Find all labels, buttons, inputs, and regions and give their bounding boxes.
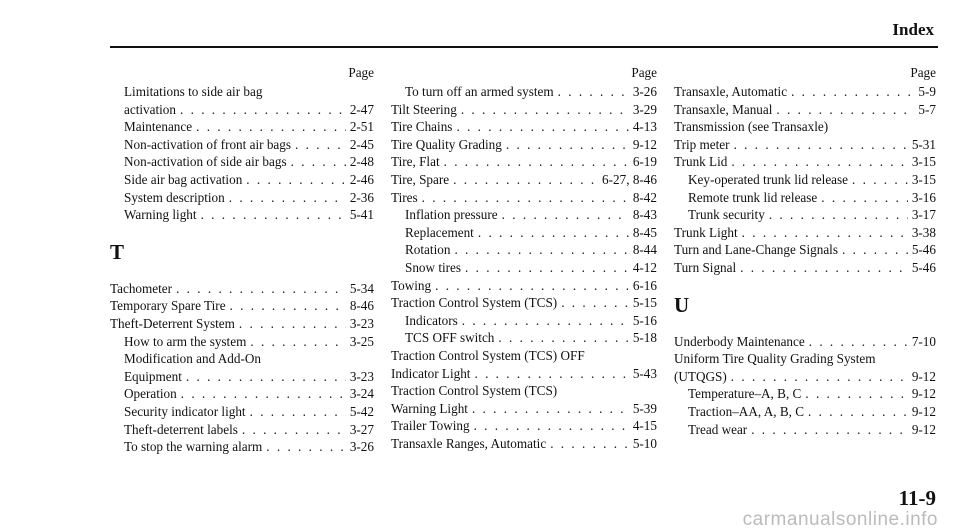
index-entry [391, 417, 657, 435]
index-column-3 [674, 64, 936, 438]
entry-page-ref: 8-42 [632, 189, 657, 205]
header-rule [110, 46, 938, 48]
leader-dots [478, 224, 629, 242]
entry-text: Theft-deterrent labels [124, 421, 238, 437]
index-entry [674, 421, 936, 439]
entry-page-ref: 5-43 [632, 365, 657, 381]
index-entry [391, 101, 657, 119]
leader-dots [852, 171, 908, 189]
entry-text: Inflation pressure [405, 207, 498, 223]
index-entry [110, 189, 374, 207]
entry-text: Maintenance [124, 119, 193, 135]
index-entry [674, 224, 936, 242]
index-column-1 [110, 64, 374, 456]
entry-text: Indicators [405, 312, 458, 328]
entry-text: Replacement [405, 224, 474, 240]
entry-page-ref: 3-26 [349, 439, 374, 455]
leader-dots [462, 312, 629, 330]
leader-dots [842, 241, 908, 259]
index-entry [391, 224, 657, 242]
entry-text: Temporary Spare Tire [110, 298, 226, 314]
index-entry [391, 329, 657, 347]
index-entry [110, 171, 374, 189]
entry-text: Transaxle, Automatic [674, 84, 788, 99]
index-entry [391, 136, 657, 154]
leader-dots [229, 189, 346, 207]
leader-dots [734, 136, 908, 154]
index-entry [391, 206, 657, 224]
entry-text: Traction Control System (TCS) [391, 383, 558, 399]
entry-page-ref: 5-10 [632, 435, 657, 451]
entry-page-ref: 7-10 [911, 333, 936, 349]
entry-text: Transmission (see Transaxle) [674, 119, 829, 135]
index-entry [110, 350, 374, 368]
entry-page-ref: 3-15 [911, 154, 936, 170]
entry-page-ref: 2-36 [349, 189, 374, 205]
entry-page-ref: 5-46 [911, 242, 936, 258]
entry-text: Limitations to side air bag [124, 84, 263, 99]
entry-page-ref: 3-23 [349, 315, 374, 331]
entry-text: System description [124, 189, 225, 205]
index-entry [391, 382, 657, 400]
entry-text: Side air bag activation [124, 171, 243, 187]
entry-page-ref: 3-16 [911, 189, 936, 205]
index-entry [674, 403, 936, 421]
entry-text: Equipment [124, 368, 182, 384]
leader-dots [461, 101, 629, 119]
entry-page-ref: 2-51 [349, 119, 374, 135]
page-column-header: Page [348, 65, 374, 80]
index-entry [391, 118, 657, 136]
entry-page-ref: 4-13 [632, 119, 657, 135]
entry-page-ref: 9-12 [911, 386, 936, 402]
leader-dots [550, 435, 629, 453]
entry-text: Uniform Tire Quality Grading System [674, 351, 876, 367]
entry-page-ref: 3-23 [349, 368, 374, 384]
index-entry [674, 368, 936, 386]
index-entry [674, 385, 936, 403]
entry-page-ref: 8-44 [632, 242, 657, 258]
entry-text: Turn Signal [674, 259, 737, 275]
entry-text: Tire Chains [391, 119, 453, 135]
leader-dots [742, 224, 908, 242]
index-entry [674, 241, 936, 259]
leader-dots [456, 118, 628, 136]
page-column-header: Page [910, 65, 936, 80]
leader-dots [506, 136, 629, 154]
index-entry [391, 294, 657, 312]
entry-text: Tire, Spare [391, 171, 450, 187]
entry-text: Warning light [124, 207, 197, 223]
entry-page-ref: 8-45 [632, 224, 657, 240]
entry-page-ref: 2-47 [349, 101, 374, 117]
index-entry [110, 368, 374, 386]
leader-dots [246, 171, 346, 189]
entry-page-ref: 3-29 [632, 101, 657, 117]
leader-dots [821, 189, 908, 207]
entry-page-ref: 5-39 [632, 400, 657, 416]
index-entry [674, 136, 936, 154]
entry-text: Tire, Flat [391, 154, 440, 170]
index-entry [110, 153, 374, 171]
leader-dots [250, 333, 345, 351]
leader-dots [242, 421, 346, 439]
entry-text: Trunk security [688, 207, 765, 223]
entry-page-ref: 9-12 [911, 421, 936, 437]
entry-text: Transaxle, Manual [674, 101, 773, 117]
index-entry [674, 153, 936, 171]
index-column-2 [391, 64, 657, 452]
leader-dots [444, 153, 629, 171]
leader-dots [453, 171, 598, 189]
index-entry [110, 297, 374, 315]
leader-dots [176, 280, 346, 298]
leader-dots [180, 101, 346, 119]
entry-page-ref: 5-15 [632, 295, 657, 311]
index-entry [674, 259, 936, 277]
leader-dots [751, 421, 908, 439]
entry-text: Tires [391, 189, 418, 205]
entry-page-ref: 2-48 [349, 154, 374, 170]
entry-text: Operation [124, 386, 177, 402]
leader-dots [791, 83, 914, 101]
index-entry [674, 101, 936, 119]
entry-page-ref: 9-12 [911, 403, 936, 419]
index-entry [110, 438, 374, 456]
entry-text: Tilt Steering [391, 101, 457, 117]
entry-text: Trunk Light [674, 224, 738, 240]
entry-page-ref: 5-7 [918, 101, 936, 117]
entry-text: Tachometer [110, 280, 173, 296]
index-entry [674, 171, 936, 189]
entry-page-ref: 5-34 [349, 280, 374, 296]
entry-page-ref: 3-38 [911, 224, 936, 240]
page-number: 11-9 [898, 486, 936, 510]
entry-page-ref: 3-26 [632, 84, 657, 99]
entry-text: Trip meter [674, 136, 730, 152]
entry-page-ref: 3-27 [349, 421, 374, 437]
entry-text: Warning Light [391, 400, 468, 416]
section-letter: U [674, 292, 690, 317]
leader-dots [266, 438, 346, 456]
index-entry [674, 350, 936, 368]
leader-dots [181, 385, 346, 403]
leader-dots [422, 189, 629, 207]
index-entry [674, 83, 936, 101]
leader-dots [201, 206, 346, 224]
leader-dots [731, 153, 907, 171]
index-entry [110, 83, 374, 101]
entry-text: Security indicator light [124, 403, 246, 419]
index-entry [674, 189, 936, 207]
entry-page-ref: 5-31 [911, 136, 936, 152]
leader-dots [435, 277, 629, 295]
leader-dots [502, 206, 629, 224]
leader-dots [295, 136, 346, 154]
leader-dots [740, 259, 908, 277]
entry-text: To stop the warning alarm [124, 439, 263, 455]
watermark: carmanualsonline.info [742, 509, 938, 530]
leader-dots [769, 206, 908, 224]
entry-page-ref: 5-41 [349, 207, 374, 223]
entry-page-ref: 8-46 [349, 298, 374, 314]
page-column-header: Page [631, 65, 657, 80]
entry-text: Turn and Lane-Change Signals [674, 242, 838, 258]
entry-text: TCS OFF switch [405, 330, 495, 346]
entry-page-ref: 5-16 [632, 312, 657, 328]
entry-text: Temperature–A, B, C [688, 386, 802, 402]
leader-dots [230, 297, 346, 315]
section-letter: T [110, 239, 125, 264]
index-entry [391, 312, 657, 330]
index-entry [391, 171, 657, 189]
entry-text: Traction Control System (TCS) OFF [391, 347, 585, 363]
entry-page-ref: 6-16 [632, 277, 657, 293]
index-entry [391, 241, 657, 259]
entry-page-ref: 9-12 [911, 368, 936, 384]
entry-page-ref: 3-15 [911, 171, 936, 187]
entry-text: Towing [391, 277, 432, 293]
index-entry [110, 403, 374, 421]
index-entry [110, 385, 374, 403]
entry-text: How to arm the system [124, 333, 247, 349]
entry-page-ref: 8-43 [632, 207, 657, 223]
index-entry [110, 421, 374, 439]
index-entry [391, 435, 657, 453]
entry-text: Modification and Add-On [124, 351, 261, 367]
leader-dots [186, 368, 346, 386]
index-entry [110, 206, 374, 224]
entry-text: Traction–AA, A, B, C [688, 403, 805, 419]
index-entry [674, 206, 936, 224]
index-entry [674, 118, 936, 136]
leader-dots [250, 403, 346, 421]
leader-dots [808, 403, 908, 421]
entry-text: activation [124, 101, 176, 117]
page-title: Index [892, 20, 934, 39]
index-entry [391, 277, 657, 295]
leader-dots [561, 294, 629, 312]
index-entry [391, 153, 657, 171]
entry-text: Transaxle Ranges, Automatic [391, 435, 547, 451]
entry-page-ref: 6-19 [632, 154, 657, 170]
leader-dots [776, 101, 914, 119]
entry-text: Indicator Light [391, 365, 471, 381]
entry-text: Tread wear [688, 421, 748, 437]
index-entry [391, 347, 657, 365]
entry-page-ref: 5-42 [349, 403, 374, 419]
index-entry [674, 333, 936, 351]
entry-text: Traction Control System (TCS) [391, 295, 558, 311]
index-entry [391, 400, 657, 418]
index-entry [391, 83, 657, 101]
index-entry [391, 189, 657, 207]
index-entry [110, 118, 374, 136]
index-entry [110, 136, 374, 154]
entry-page-ref: 5-18 [632, 330, 657, 346]
entry-page-ref: 4-15 [632, 418, 657, 434]
entry-page-ref: 2-46 [349, 171, 374, 187]
entry-page-ref: 4-12 [632, 259, 657, 275]
index-entry [391, 259, 657, 277]
entry-page-ref: 6-27, 8-46 [602, 171, 657, 187]
index-entry [110, 315, 374, 333]
index-entry [110, 333, 374, 351]
entry-page-ref: 3-25 [349, 333, 374, 349]
entry-text: Trailer Towing [391, 418, 470, 434]
entry-text: Remote trunk lid release [688, 189, 818, 205]
entry-text: Trunk Lid [674, 154, 728, 170]
entry-text: Non-activation of front air bags [124, 136, 291, 152]
index-entry [110, 101, 374, 119]
leader-dots [196, 118, 346, 136]
leader-dots [731, 368, 908, 386]
leader-dots [558, 83, 629, 101]
entry-text: Non-activation of side air bags [124, 154, 287, 170]
leader-dots [474, 417, 629, 435]
entry-text: Theft-Deterrent System [110, 315, 235, 331]
entry-text: Tire Quality Grading [391, 136, 502, 152]
leader-dots [809, 333, 908, 351]
leader-dots [474, 365, 628, 383]
leader-dots [472, 400, 629, 418]
index-entry [391, 365, 657, 383]
leader-dots [498, 329, 628, 347]
entry-page-ref: 3-17 [911, 207, 936, 223]
entry-text: (UTQGS) [674, 368, 727, 384]
entry-page-ref: 9-12 [632, 136, 657, 152]
leader-dots [805, 385, 907, 403]
entry-text: Rotation [405, 242, 451, 258]
leader-dots [465, 259, 629, 277]
entry-page-ref: 5-9 [918, 84, 936, 99]
index-entry [110, 280, 374, 298]
leader-dots [454, 241, 628, 259]
entry-page-ref: 3-24 [349, 386, 374, 402]
entry-page-ref: 2-45 [349, 136, 374, 152]
leader-dots [291, 153, 346, 171]
leader-dots [239, 315, 346, 333]
entry-text: To turn off an armed system [405, 84, 554, 99]
entry-text: Key-operated trunk lid release [688, 171, 849, 187]
entry-page-ref: 5-46 [911, 259, 936, 275]
entry-text: Snow tires [405, 259, 462, 275]
entry-text: Underbody Maintenance [674, 333, 805, 349]
